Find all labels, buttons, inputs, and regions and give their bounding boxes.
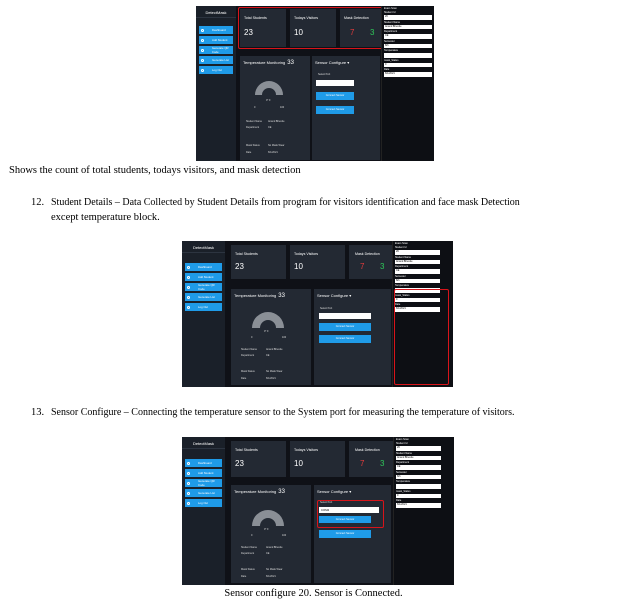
circle-icon [201,49,204,52]
visitors-label: Todays Visitors [294,252,319,256]
circle-icon [187,306,190,309]
mask-red-value: 7 [360,262,365,271]
sidebar [182,241,225,387]
field-input[interactable]: 6/1/2021 [396,503,441,508]
temperature-value: 33 [278,293,285,299]
nav-dashboard[interactable]: Dashboard [185,459,222,467]
student-name-label: Student Name [241,546,257,549]
nav-log-out[interactable]: Log Out [185,303,222,311]
visitors-value: 10 [294,28,303,37]
field-input[interactable]: CE [395,269,440,274]
total-students-card [231,441,286,477]
field-input[interactable]: 6th [395,279,440,284]
field-label: Temperature [395,284,410,287]
circle-icon [187,266,190,269]
field-label: mask_Status [396,489,411,493]
temperature-value: 33 [287,60,294,66]
field-label: Student Id [384,11,396,14]
field-label: Semester [384,39,395,43]
field-input[interactable]: Anand Bhende [396,456,441,461]
nav-add-student[interactable]: Add Student [185,469,222,477]
field-label: Semester [396,470,407,474]
date-value: 6/1/2021 [268,151,278,154]
date-label: Date [241,575,247,578]
circle-icon [201,29,204,32]
form-header: Exam Scan [395,242,408,245]
field-label: Department [384,30,398,33]
circle-icon [187,462,190,465]
connect-sensor-button[interactable]: Connect Sensor [316,92,354,100]
field-input[interactable]: 26 [384,15,432,20]
field-label: mask_Status [395,293,410,297]
total-students-card [231,245,286,279]
mask-red-value: 7 [360,459,365,468]
field-label: Temperature [396,480,411,483]
total-students-label: Total Students [235,252,258,256]
circle-icon [201,39,204,42]
temperature-panel [240,56,310,160]
field-label: Date [395,303,401,306]
port-select[interactable] [319,313,371,319]
field-input[interactable]: Anand Bhende [384,25,432,30]
sensor-title: Sensor Configure [317,293,349,298]
field-label: Temperature [384,49,399,52]
screenshot-2 [182,241,453,387]
circle-icon [187,286,190,289]
department-value: CE [266,552,270,555]
nav-add-student[interactable]: Add Student [185,273,222,281]
visitors-card [290,245,345,279]
field-label: Student Name [384,20,400,24]
item-12-line-2: except temperature block. [51,212,160,223]
circle-icon [187,492,190,495]
port-label: Select Port [320,307,333,310]
field-label: mask_Status [384,58,399,62]
highlight-box [394,289,449,385]
nav-dashboard[interactable]: Dashboard [185,263,222,271]
department-label: Department [246,126,260,129]
mask-green-value: 3 [380,262,385,271]
total-students-label: Total Students [235,448,258,452]
field-label: Date [396,499,402,502]
gauge-min: 0 [251,534,253,537]
field-input[interactable]: Anand Bhende [395,260,440,265]
connect-sensor-button[interactable]: Connect Sensor [319,516,371,523]
department-value: CE [266,354,270,357]
port-select-value: COM4 [321,508,330,512]
field-input[interactable] [384,53,432,58]
visitors-value: 10 [294,262,303,271]
student-form [381,6,434,161]
date-label: Date [246,151,252,154]
mask-label: Mask Detection [355,252,380,256]
brand-logo: DetectMask [182,241,225,253]
port-select[interactable] [316,80,354,86]
nav-log-out[interactable]: Log Out [185,499,222,507]
total-students-label: Total Students [244,16,267,20]
sidebar [196,6,236,161]
nav-add-student[interactable]: Add Student [199,36,233,44]
highlight-box [238,7,391,49]
form-header: Exam Scan [384,7,397,10]
student-name-value: Anand Bhende [266,348,283,351]
temperature-value: 33 [278,489,285,495]
field-input[interactable]: 0 [396,494,441,499]
field-input[interactable] [396,484,441,489]
brand-logo: DetectMask [182,437,225,449]
nav-generate-list[interactable]: Generate List [185,489,222,497]
field-input[interactable]: 26 [395,250,440,255]
temperature-title: Temperature Monitoring [234,489,277,494]
circle-icon [201,69,204,72]
date-value: 6/1/2021 [266,377,276,380]
form-header: Exam Scan [396,438,409,441]
nav-generate-list[interactable]: Generate List [185,293,222,301]
nav-generate-qr[interactable]: Generate QR Code [199,46,233,54]
gauge-min: 0 [254,106,256,109]
field-label: Student Name [395,255,411,259]
mask-status-label: Mask Status [246,144,260,147]
mask-label: Mask Detection [344,16,369,20]
caption-3: Sensor configure 20. Sensor is Connected. [224,588,403,599]
field-label: Department [395,265,409,268]
sensor-panel: Sensor Configure ▾ Select Port Connect Sensor Connect Sensor [312,56,380,160]
circle-icon [187,482,190,485]
date-label: Date [241,377,247,380]
total-students-value: 23 [244,28,253,37]
nav-generate-list[interactable]: Generate List [199,56,233,64]
brand-logo: DetectMask [196,6,236,18]
field-input[interactable]: 0 [395,298,440,303]
gauge-unit: 0° F [264,330,269,333]
circle-icon [187,502,190,505]
mask-green-value: 3 [370,28,375,37]
student-name-value: Anand Bhende [266,546,283,549]
mask-status-label: Mask Status [241,370,255,373]
gauge-max: 100 [282,336,287,339]
field-input[interactable]: CE [396,465,441,470]
department-label: Department [241,354,255,357]
item-12-line-1: Student Details – Data Collected by Student Details from program for visitors identification and face mask Detection [51,197,520,208]
gauge-icon [252,76,286,96]
mask-status-value: No Mask Wear [266,370,283,373]
caption-1: Shows the count of total students, todays visitors, and mask detection [9,165,301,176]
sensor-title: Sensor Configure [315,60,347,65]
screenshot-1 [196,6,434,161]
field-input[interactable]: 6/1/2021 [384,72,432,77]
gauge-max: 100 [282,534,287,537]
nav-log-out[interactable]: Log Out [199,66,233,74]
date-value: 6/1/2021 [266,575,276,578]
gauge-icon [249,505,287,527]
circle-icon [187,472,190,475]
temperature-title: Temperature Monitoring [234,293,277,298]
department-label: Department [241,552,255,555]
nav-dashboard[interactable]: Dashboard [199,26,233,34]
sensor-title: Sensor Configure [317,489,349,494]
gauge-unit: 0° F [266,99,271,102]
field-input[interactable]: 6/1/2021 [395,307,440,312]
sensor-panel: Sensor Configure ▾ Select Port Connect Sensor Connect Sensor [314,289,391,385]
highlight-box [317,500,384,528]
field-label: Student Id [395,246,407,249]
nav-generate-qr[interactable]: Generate QR Code [185,479,222,487]
circle-icon [187,276,190,279]
temperature-title: Temperature Monitoring [243,60,286,65]
mask-green-value: 3 [380,459,385,468]
temperature-panel [231,289,311,385]
field-input[interactable]: 6th [396,475,441,480]
student-name-label: Student Name [246,120,262,123]
mask-status-value: No Mask Wear [268,144,285,147]
item-12-number: 12. [31,197,45,208]
field-label: Student Name [396,451,412,455]
gauge-icon [249,307,287,329]
circle-icon [201,59,204,62]
port-label: Select Port [320,501,333,504]
visitors-label: Todays Visitors [294,16,319,20]
student-name-label: Student Name [241,348,257,351]
sensor-panel: Sensor Configure ▾ Select Port COM4 Connect Sensor Connect Sensor [314,485,391,583]
circle-icon [187,296,190,299]
gauge-unit: 0° F [264,528,269,531]
visitors-card [290,441,345,477]
disconnect-sensor-button[interactable]: Connect Sensor [319,335,371,343]
field-label: Student Id [396,442,408,445]
field-label: Semester [395,274,406,278]
field-label: Department [396,461,410,464]
field-input[interactable]: 0 [384,63,432,68]
field-input[interactable]: CE [384,34,432,39]
field-input[interactable]: 26 [396,446,441,451]
department-value: CE [268,126,272,129]
item-13-number: 13. [31,407,45,418]
disconnect-sensor-button[interactable]: Connect Sensor [319,530,371,538]
screenshot-3 [182,437,454,585]
mask-status-label: Mask Status [241,568,255,571]
visitors-label: Todays Visitors [294,448,319,452]
temperature-panel [231,485,311,583]
visitors-value: 10 [294,459,303,468]
gauge-max: 100 [280,106,285,109]
disconnect-sensor-button[interactable]: Connect Sensor [316,106,354,114]
mask-label: Mask Detection [355,448,380,452]
item-13-text: Sensor Configure – Connecting the temperature sensor to the System port for measuring the temperature of visitors. [51,407,515,418]
sidebar [182,437,225,585]
field-input[interactable]: 6th [384,44,432,49]
total-students-value: 23 [235,262,244,271]
total-students-value: 23 [235,459,244,468]
mask-red-value: 7 [350,28,355,37]
student-form [393,437,454,585]
connect-sensor-button[interactable]: Connect Sensor [319,323,371,331]
student-name-value: Anand Bhende [268,120,285,123]
nav-generate-qr[interactable]: Generate QR Code [185,283,222,291]
port-label: Select Port [318,73,331,76]
field-label: Date [384,68,390,71]
mask-status-value: No Mask Wear [266,568,283,571]
gauge-min: 0 [251,336,253,339]
